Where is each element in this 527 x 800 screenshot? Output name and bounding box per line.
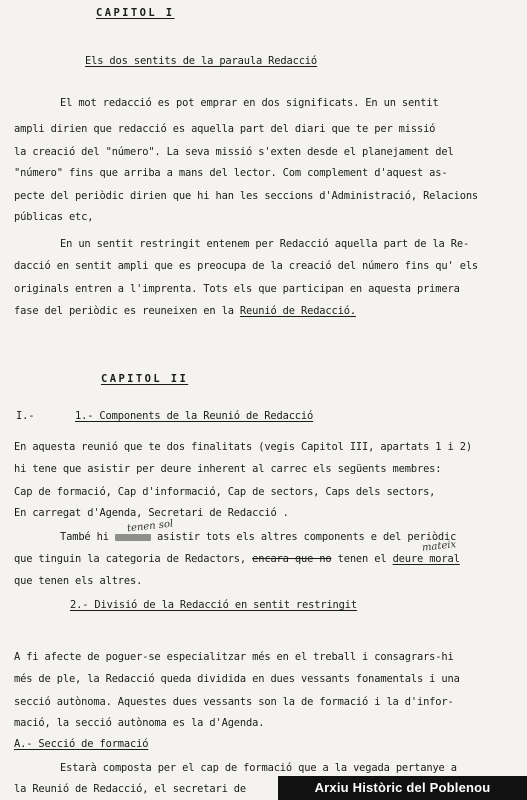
paragraph-line: la Reunió de Redacció, el secretari de — [14, 783, 247, 795]
paragraph-line: El mot redacció es pot emprar en dos significats. En un sentit — [60, 97, 439, 109]
paragraph-text: També hi — [60, 531, 115, 543]
paragraph-text: tenen el — [331, 553, 393, 565]
paragraph-text: fase del periòdic es reuneixen en la — [14, 305, 240, 317]
paragraph-line: secció autònoma. Aquestes dues vessants son la de formació i la d'infor- — [14, 696, 454, 708]
paragraph-line: originals entren a l'imprenta. Tots els que participan en aquesta primera — [14, 283, 460, 295]
paragraph-line: "número" fins que arriba a mans del lector. Com complement d'aquest as- — [14, 167, 448, 179]
handwritten-note: mateix — [421, 539, 457, 554]
underlined-term: Reunió de Redacció. — [239, 305, 356, 317]
struck-text: encara que no — [252, 553, 332, 565]
chapter-1-heading: Els dos sentits de la paraula Redacció — [85, 55, 318, 67]
paragraph-line — [60, 531, 456, 544]
paragraph-line: En un sentit restringit entenem per Redacció aquella part de la Re- — [60, 238, 470, 250]
paragraph-line: pecte del periòdic dirien que hi han les seccions d'Administració, Relacions — [14, 190, 479, 202]
subsection-a-heading: A.- Secció de formació — [14, 738, 149, 750]
paragraph-line — [14, 553, 460, 566]
handwritten-note: tenen sol — [126, 518, 174, 535]
paragraph-line: públicas etc, — [14, 211, 94, 223]
section-marker: I.- — [16, 410, 35, 422]
paragraph-line: més de ple, la Redacció queda dividida en dues vessants fonamentals i una — [14, 673, 460, 685]
chapter-2-title: CAPITOL II — [101, 373, 189, 385]
paragraph-line: dacció en sentit ampli que es preocupa de la creació del número fins qu' els — [14, 260, 479, 272]
section-1-heading: 1.- Components de la Reunió de Redacció — [75, 410, 314, 422]
paragraph-line: En aquesta reunió que te dos finalitats (vegis Capitol III, apartats 1 i 2) — [14, 441, 472, 453]
paragraph-line: ampli dirien que redacció es aquella part del diari que te per missió — [14, 123, 436, 135]
paragraph-line: En carregat d'Agenda, Secretari de Redacció . — [14, 507, 289, 519]
archive-watermark: Arxiu Històric del Poblenou — [278, 776, 527, 800]
paragraph-line: A fi afecte de poguer-se especialitzar més en el treball i consagrars-hi — [14, 651, 454, 663]
paragraph-line: Cap de formació, Cap d'informació, Cap de sectors, Caps dels sectors, — [14, 486, 436, 498]
paragraph-text: asistir tots els altres components e del periòdic — [150, 531, 457, 543]
paragraph-line — [14, 305, 356, 318]
paragraph-line: Estarà composta per el cap de formació que a la vegada pertanye a — [60, 762, 457, 774]
paragraph-line: hi tene que asistir per deure inherent al carrec els següents membres: — [14, 463, 442, 475]
chapter-1-title: CAPITOL I — [96, 7, 175, 19]
underlined-term: deure moral — [392, 553, 460, 565]
paragraph-text: que tinguin la categoria de Redactors, — [14, 553, 253, 565]
paragraph-line: que tenen els altres. — [14, 575, 143, 587]
paragraph-line: la creació del "número". La seva missió s'exten desde el planejament del — [14, 146, 454, 158]
paragraph-line: mació, la secció autònoma es la d'Agenda. — [14, 717, 265, 729]
crossed-out-word — [115, 534, 151, 541]
section-2-heading: 2.- Divisió de la Redacció en sentit restringit — [70, 599, 357, 611]
